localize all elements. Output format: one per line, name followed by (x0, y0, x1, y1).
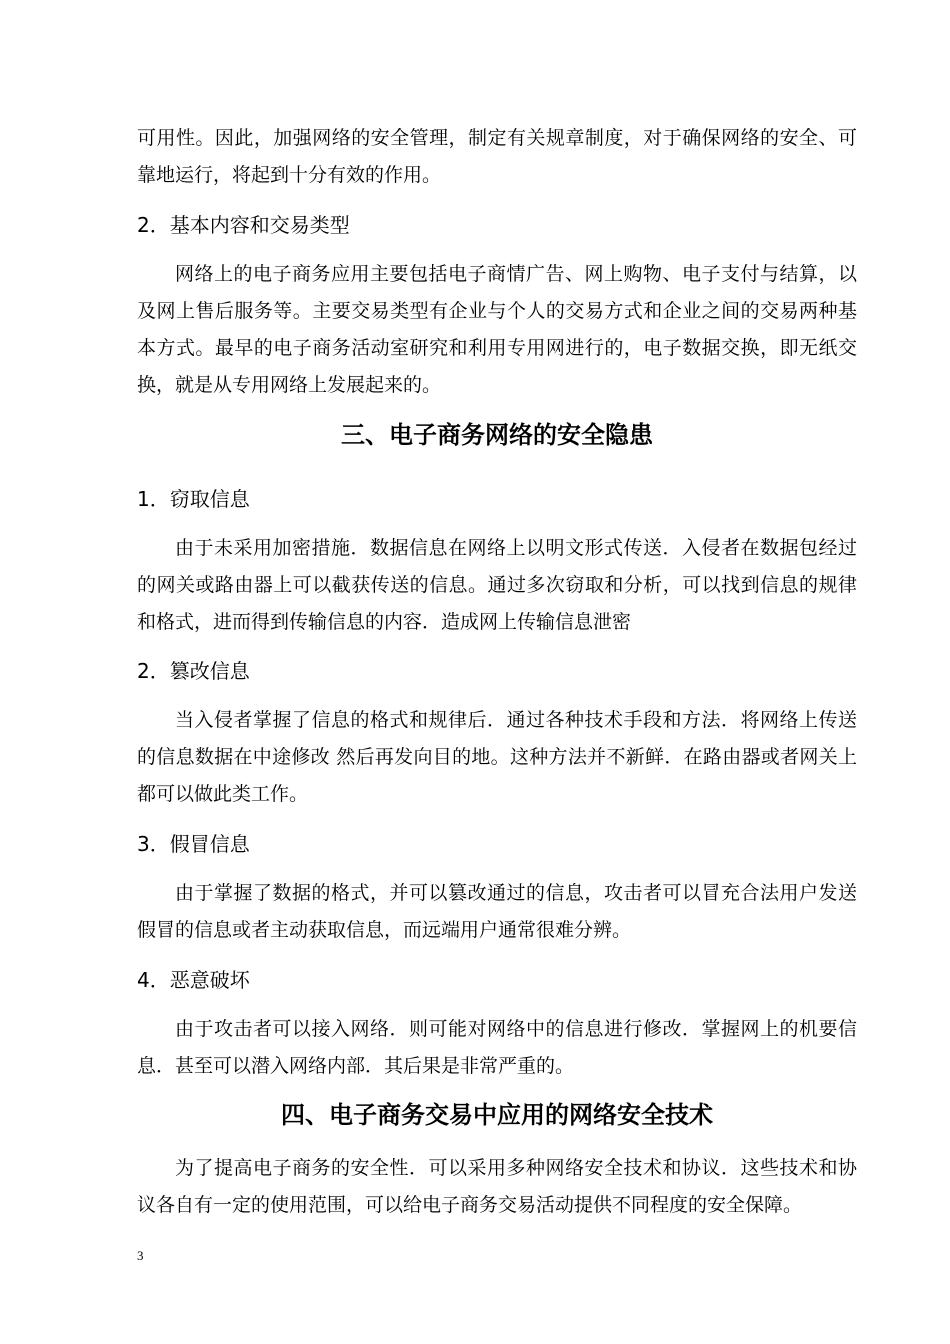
heading-security-risks: 三、电子商务网络的安全隐患 (341, 421, 653, 449)
paragraph-tamper-info: 当入侵者掌握了信息的格式和规律后．通过各种技术手段和方法．将网络上传送的信息数据在中途修改 然后再发向目的地。这种方法并不新鲜．在路由器或者网关上都可以做此类工作。 (137, 709, 857, 805)
page-number: 3 (137, 1248, 144, 1263)
subheading-fake-info: 3．假冒信息 (137, 832, 250, 856)
paragraph-malicious-damage: 由于攻击者可以接入网络．则可能对网络中的信息进行修改．掌握网上的机要信息．甚至可以潜入网络内部．其后果是非常严重的。 (137, 1018, 857, 1077)
paragraph-security-technologies: 为了提高电子商务的安全性．可以采用多种网络安全技术和协议．这些技术和协议各自有一定的使用范围，可以给电子商务交易活动提供不同程度的安全保障。 (137, 1157, 857, 1216)
paragraph-fake-info: 由于掌握了数据的格式，并可以篡改通过的信息，攻击者可以冒充合法用户发送假冒的信息或者主动获取信息，而远端用户通常很难分辨。 (137, 882, 857, 941)
paragraph-transaction-types: 网络上的电子商务应用主要包括电子商情广告、网上购物、电子支付与结算，以及网上售后服务等。主要交易类型有企业与个人的交易方式和企业之间的交易两种基本方式。最早的电子商务活动室研究和利用专用网进行的，电子数据交换，即无纸交换，就是从专用网络上发展起来的。 (137, 263, 857, 396)
subheading-steal-info: 1．窃取信息 (137, 487, 250, 511)
subheading-malicious-damage: 4．恶意破坏 (137, 968, 250, 992)
heading-security-technologies: 四、电子商务交易中应用的网络安全技术 (281, 1101, 713, 1129)
paragraph-steal-info: 由于未采用加密措施．数据信息在网络上以明文形式传送．入侵者在数据包经过的网关或路由器上可以截获传送的信息。通过多次窃取和分析，可以找到信息的规律和格式，进而得到传输信息的内容．造成网上传输信息泄密 (137, 537, 857, 633)
subheading-basic-content: 2．基本内容和交易类型 (137, 213, 350, 237)
subheading-tamper-info: 2．篡改信息 (137, 659, 250, 683)
paragraph-network-management: 可用性。因此，加强网络的安全管理，制定有关规章制度，对于确保网络的安全、可靠地运行，将起到十分有效的作用。 (137, 127, 857, 186)
